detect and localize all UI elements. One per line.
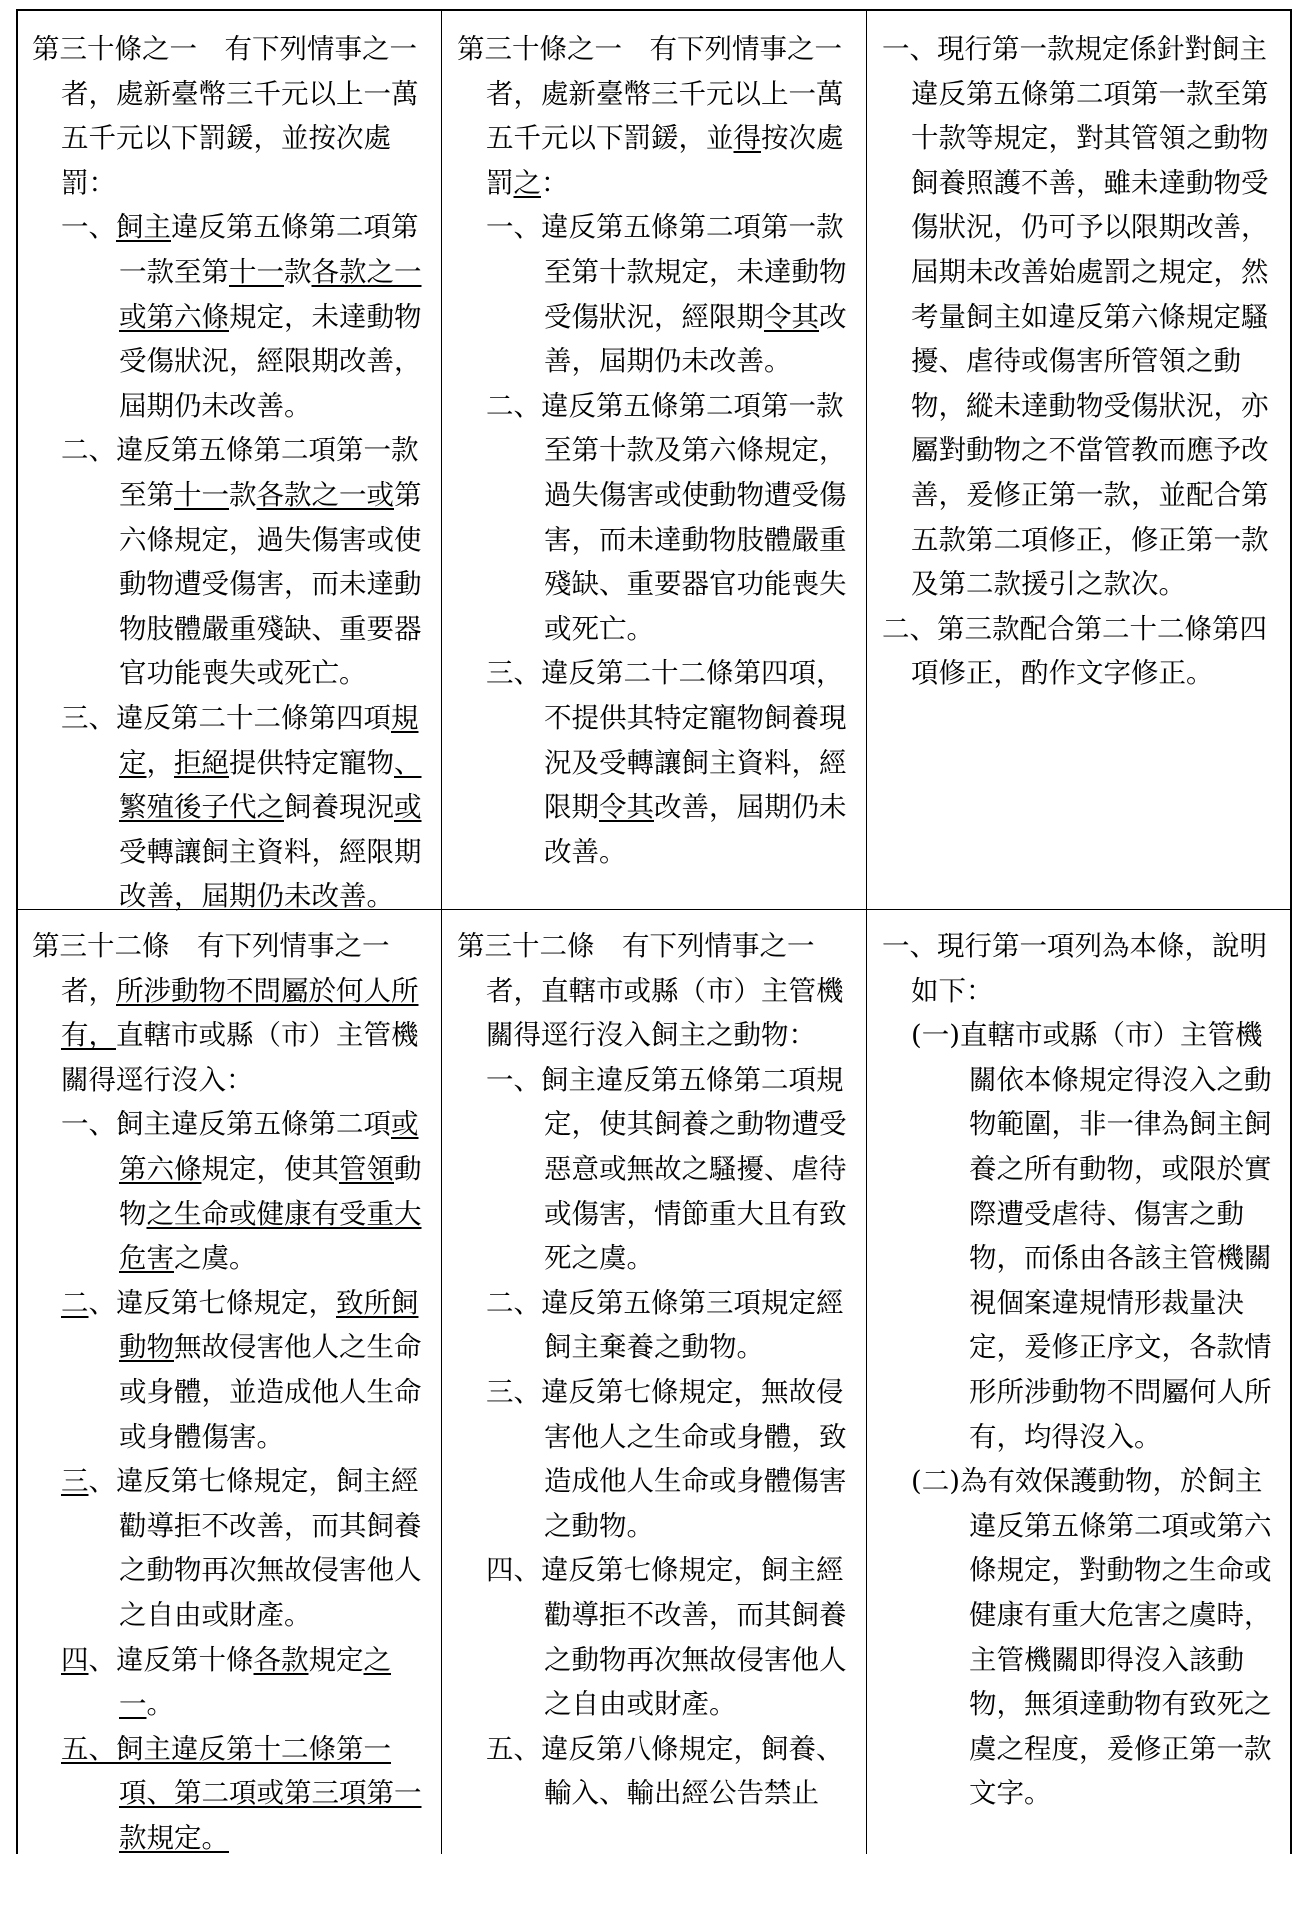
row1-current-cell — [457, 27, 857, 874]
row2-amended-article: 第三十二條 有下列情事之一者，所涉動物不問屬於何人所有，直轄市或縣（市）主管機關得逕行沒入： — [32, 930, 419, 1096]
column-divider-1 — [441, 11, 442, 1854]
row2-amended-item-1: 一、飼主違反第五條第二項或第六條規定，使其管領動物之生命或健康有受重大危害之虞。 — [61, 1108, 422, 1275]
row2-current-item-2: 二、違反第五條第三項規定經飼主棄養之動物。 — [486, 1286, 844, 1364]
row2-explanation-cell — [882, 924, 1282, 1816]
row2-current-cell — [457, 924, 857, 1816]
row1-amended-item-2: 二、違反第五條第二項第一款至第十一款各款之一或第六條規定，過失傷害或使動物遭受傷害，而未達動物肢體嚴重殘缺、重要器官功能喪失或死亡。 — [61, 434, 422, 690]
row2-amended-item-2: 二、違反第七條規定，致所飼動物無故侵害他人之生命或身體，並造成他人生命或身體傷害。 — [61, 1286, 422, 1453]
row1-current-item-2: 二、違反第五條第二項第一款至第十款及第六條規定，過失傷害或使動物遭受傷害，而未達動物肢體嚴重殘缺、重要器官功能喪失或死亡。 — [486, 389, 847, 645]
row1-amended-article: 第三十條之一 有下列情事之一者，處新臺幣三千元以上一萬五千元以下罰鍰，並按次處罰： — [32, 33, 419, 199]
row2-current-item-4: 四、違反第七條規定，飼主經勸導拒不改善，而其飼養之動物再次無故侵害他人之自由或財產。 — [486, 1554, 847, 1721]
row1-current-item-3: 三、違反第二十二條第四項，不提供其特定寵物飼養現況及受轉讓飼主資料，經限期令其改善，屆期仍未改善。 — [486, 657, 847, 868]
row2-current-item-3: 三、違反第七條規定，無故侵害他人之生命或身體，致造成他人生命或身體傷害之動物。 — [486, 1375, 847, 1542]
row1-amended-item-1: 一、飼主違反第五條第二項第一款至第十一款各款之一或第六條規定，未達動物受傷狀況，經限期改善，屆期仍未改善。 — [61, 211, 422, 422]
row2-amended-item-5: 五、飼主違反第十二條第一項、第二項或第三項第一款規定。 — [61, 1732, 422, 1854]
row2-amended-item-3: 三、違反第七條規定，飼主經勸導拒不改善，而其飼養之動物再次無故侵害他人之自由或財產。 — [61, 1465, 422, 1631]
row1-current-article: 第三十條之一 有下列情事之一者，處新臺幣三千元以上一萬五千元以下罰鍰，並得按次處罰之： — [457, 33, 844, 199]
row1-explanation-item-1: 一、現行第一款規定係針對飼主違反第五條第二項第一款至第十款等規定，對其管領之動物飼養照護不善，雖未達動物受傷狀況，仍可予以限期改善，屆期未改善始處罰之規定，然考量飼主如違反第六條規定騷擾、虐待或傷害所管領之動物，縱未達動物受傷狀況，亦屬對動物之不當管教而應予改善，爰修正第一款，並配合第五款第二項修正，修正第一款及第二款援引之款次。 — [882, 33, 1269, 601]
column-divider-2 — [866, 11, 867, 1854]
row1-explanation-cell — [882, 27, 1282, 696]
row2-explanation-sub-2: (二)為有效保護動物，於飼主違反第五條第二項或第六條規定，對動物之生命或健康有重大危害之虞時，主管機關即得沒入該動物，無須達動物有致死之虞之程度，爰修正第一款文字。 — [911, 1465, 1272, 1810]
row2-explanation-sub-1: (一)直轄市或縣（市）主管機關依本條規定得沒入之動物範圍，非一律為飼主飼養之所有動物，或限於實際遭受虐待、傷害之動物，而係由各該主管機關視個案違規情形裁量決定，爰修正序文，各款情形所涉動物不問屬何人所有，均得沒入。 — [911, 1019, 1272, 1453]
row1-amended-item-3: 三、違反第二十二條第四項規定，拒絕提供特定寵物、繁殖後子代之飼養現況或受轉讓飼主資料，經限期改善，屆期仍未改善。 — [61, 701, 422, 913]
row2-current-item-5: 五、違反第八條規定，飼養、輸入、輸出經公告禁止 — [486, 1732, 844, 1810]
row1-current-item-1: 一、違反第五條第二項第一款至第十款規定，未達動物受傷狀況，經限期令其改善，屆期仍未改善。 — [486, 211, 847, 378]
row2-explanation-lead: 一、現行第一項列為本條，說明如下： — [882, 930, 1267, 1007]
row2-current-item-1: 一、飼主違反第五條第二項規定，使其飼養之動物遭受惡意或無故之騷擾、虐待或傷害，情節重大且有致死之虞。 — [486, 1063, 847, 1275]
row2-current-article: 第三十二條 有下列情事之一者，直轄市或縣（市）主管機關得逕行沒入飼主之動物： — [457, 930, 844, 1052]
row1-explanation-item-2: 二、第三款配合第二十二條第四項修正，酌作文字修正。 — [882, 612, 1267, 690]
row2-amended-cell — [32, 924, 432, 1860]
comparison-table — [16, 9, 1292, 1854]
row2-amended-item-4: 四、違反第十條各款規定之一。 — [61, 1643, 391, 1721]
row1-amended-cell — [32, 27, 432, 919]
